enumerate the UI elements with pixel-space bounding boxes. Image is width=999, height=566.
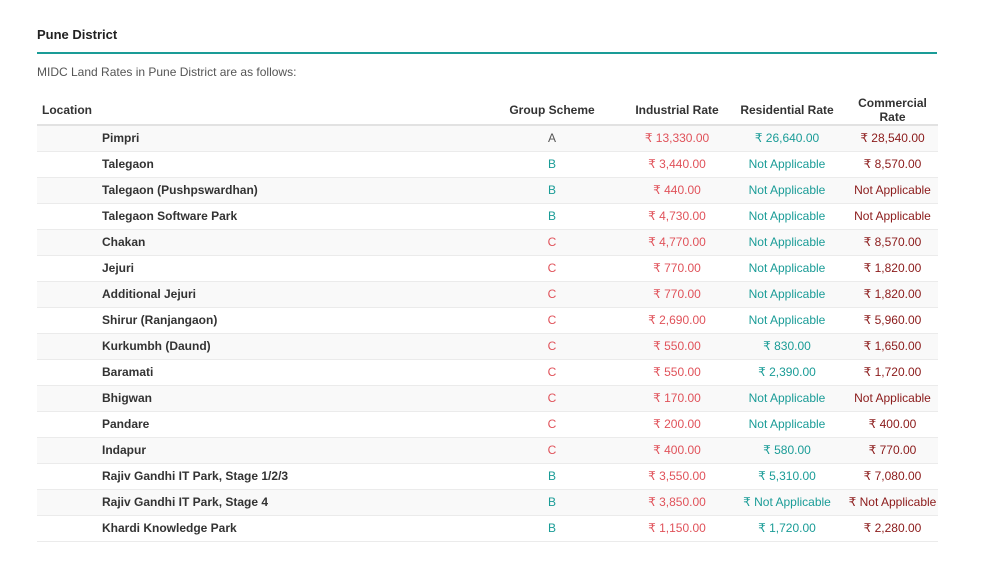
group-scheme-cell: C	[477, 411, 627, 437]
location-cell: Rajiv Gandhi IT Park, Stage 1/2/3	[37, 463, 477, 489]
table-body	[37, 125, 938, 541]
location-cell: Bhigwan	[37, 385, 477, 411]
industrial-rate-cell: ₹ 3,550.00	[627, 463, 727, 489]
header-commercial-rate: Commercial Rate	[847, 96, 938, 125]
industrial-rate-cell: ₹ 170.00	[627, 385, 727, 411]
location-cell: Baramati	[37, 359, 477, 385]
commercial-rate-cell: ₹ 7,080.00	[847, 463, 938, 489]
group-scheme-cell: B	[477, 489, 627, 515]
group-scheme-cell: C	[477, 229, 627, 255]
commercial-rate-cell: ₹ 770.00	[847, 437, 938, 463]
industrial-rate-cell: ₹ 770.00	[627, 281, 727, 307]
residential-rate-cell: Not Applicable	[727, 151, 847, 177]
location-cell: Shirur (Ranjangaon)	[37, 307, 477, 333]
table-row	[37, 125, 938, 151]
location-cell: Jejuri	[37, 255, 477, 281]
location-cell: Talegaon (Pushpswardhan)	[37, 177, 477, 203]
title-divider	[37, 52, 937, 54]
industrial-rate-cell: ₹ 400.00	[627, 437, 727, 463]
industrial-rate-cell: ₹ 440.00	[627, 177, 727, 203]
location-cell: Talegaon	[37, 151, 477, 177]
commercial-rate-cell: ₹ 28,540.00	[847, 125, 938, 151]
residential-rate-cell: Not Applicable	[727, 177, 847, 203]
table-header-row	[37, 96, 938, 125]
group-scheme-cell: C	[477, 307, 627, 333]
location-cell: Chakan	[37, 229, 477, 255]
location-cell: Indapur	[37, 437, 477, 463]
group-scheme-cell: C	[477, 359, 627, 385]
location-cell: Pandare	[37, 411, 477, 437]
header-group-scheme: Group Scheme	[477, 96, 627, 125]
table-row	[37, 307, 938, 333]
page-title: Pune District	[37, 27, 118, 42]
header-residential-rate: Residential Rate	[727, 96, 847, 125]
location-cell: Kurkumbh (Daund)	[37, 333, 477, 359]
residential-rate-cell: ₹ 2,390.00	[727, 359, 847, 385]
group-scheme-cell: C	[477, 281, 627, 307]
commercial-rate-cell: Not Applicable	[847, 203, 938, 229]
industrial-rate-cell: ₹ 1,150.00	[627, 515, 727, 541]
commercial-rate-cell: ₹ 2,280.00	[847, 515, 938, 541]
group-scheme-cell: B	[477, 203, 627, 229]
residential-rate-cell: ₹ 1,720.00	[727, 515, 847, 541]
industrial-rate-cell: ₹ 200.00	[627, 411, 727, 437]
commercial-rate-cell: Not Applicable	[847, 177, 938, 203]
intro-text: MIDC Land Rates in Pune District are as follows:	[37, 65, 297, 79]
table-row	[37, 411, 938, 437]
table-row	[37, 463, 938, 489]
table-row	[37, 359, 938, 385]
industrial-rate-cell: ₹ 2,690.00	[627, 307, 727, 333]
industrial-rate-cell: ₹ 550.00	[627, 359, 727, 385]
group-scheme-cell: C	[477, 385, 627, 411]
table-row	[37, 437, 938, 463]
commercial-rate-cell: Not Applicable	[847, 385, 938, 411]
header-location: Location	[37, 96, 477, 125]
header-industrial-rate: Industrial Rate	[627, 96, 727, 125]
group-scheme-cell: A	[477, 125, 627, 151]
industrial-rate-cell: ₹ 13,330.00	[627, 125, 727, 151]
residential-rate-cell: Not Applicable	[727, 307, 847, 333]
residential-rate-cell: ₹ 580.00	[727, 437, 847, 463]
group-scheme-cell: B	[477, 151, 627, 177]
group-scheme-cell: B	[477, 177, 627, 203]
table-row	[37, 255, 938, 281]
residential-rate-cell: Not Applicable	[727, 203, 847, 229]
group-scheme-cell: B	[477, 463, 627, 489]
residential-rate-cell: ₹ Not Applicable	[727, 489, 847, 515]
industrial-rate-cell: ₹ 550.00	[627, 333, 727, 359]
residential-rate-cell: Not Applicable	[727, 281, 847, 307]
residential-rate-cell: Not Applicable	[727, 411, 847, 437]
residential-rate-cell: Not Applicable	[727, 255, 847, 281]
table-row	[37, 281, 938, 307]
location-cell: Khardi Knowledge Park	[37, 515, 477, 541]
residential-rate-cell: ₹ 5,310.00	[727, 463, 847, 489]
commercial-rate-cell: ₹ 1,720.00	[847, 359, 938, 385]
commercial-rate-cell: ₹ 8,570.00	[847, 229, 938, 255]
table-row	[37, 333, 938, 359]
table-row	[37, 151, 938, 177]
commercial-rate-cell: ₹ 1,650.00	[847, 333, 938, 359]
industrial-rate-cell: ₹ 3,440.00	[627, 151, 727, 177]
location-cell: Additional Jejuri	[37, 281, 477, 307]
commercial-rate-cell: ₹ 8,570.00	[847, 151, 938, 177]
table-row	[37, 489, 938, 515]
group-scheme-cell: C	[477, 255, 627, 281]
location-cell: Rajiv Gandhi IT Park, Stage 4	[37, 489, 477, 515]
residential-rate-cell: ₹ 830.00	[727, 333, 847, 359]
industrial-rate-cell: ₹ 4,730.00	[627, 203, 727, 229]
table-row	[37, 229, 938, 255]
industrial-rate-cell: ₹ 4,770.00	[627, 229, 727, 255]
residential-rate-cell: Not Applicable	[727, 385, 847, 411]
table-row	[37, 177, 938, 203]
commercial-rate-cell: ₹ Not Applicable	[847, 489, 938, 515]
commercial-rate-cell: ₹ 1,820.00	[847, 255, 938, 281]
location-cell: Talegaon Software Park	[37, 203, 477, 229]
table-row	[37, 385, 938, 411]
group-scheme-cell: B	[477, 515, 627, 541]
residential-rate-cell: ₹ 26,640.00	[727, 125, 847, 151]
table-row	[37, 203, 938, 229]
land-rates-table	[37, 96, 938, 542]
commercial-rate-cell: ₹ 5,960.00	[847, 307, 938, 333]
industrial-rate-cell: ₹ 770.00	[627, 255, 727, 281]
group-scheme-cell: C	[477, 333, 627, 359]
table-row	[37, 515, 938, 541]
industrial-rate-cell: ₹ 3,850.00	[627, 489, 727, 515]
location-cell: Pimpri	[37, 125, 477, 151]
commercial-rate-cell: ₹ 1,820.00	[847, 281, 938, 307]
commercial-rate-cell: ₹ 400.00	[847, 411, 938, 437]
group-scheme-cell: C	[477, 437, 627, 463]
residential-rate-cell: Not Applicable	[727, 229, 847, 255]
